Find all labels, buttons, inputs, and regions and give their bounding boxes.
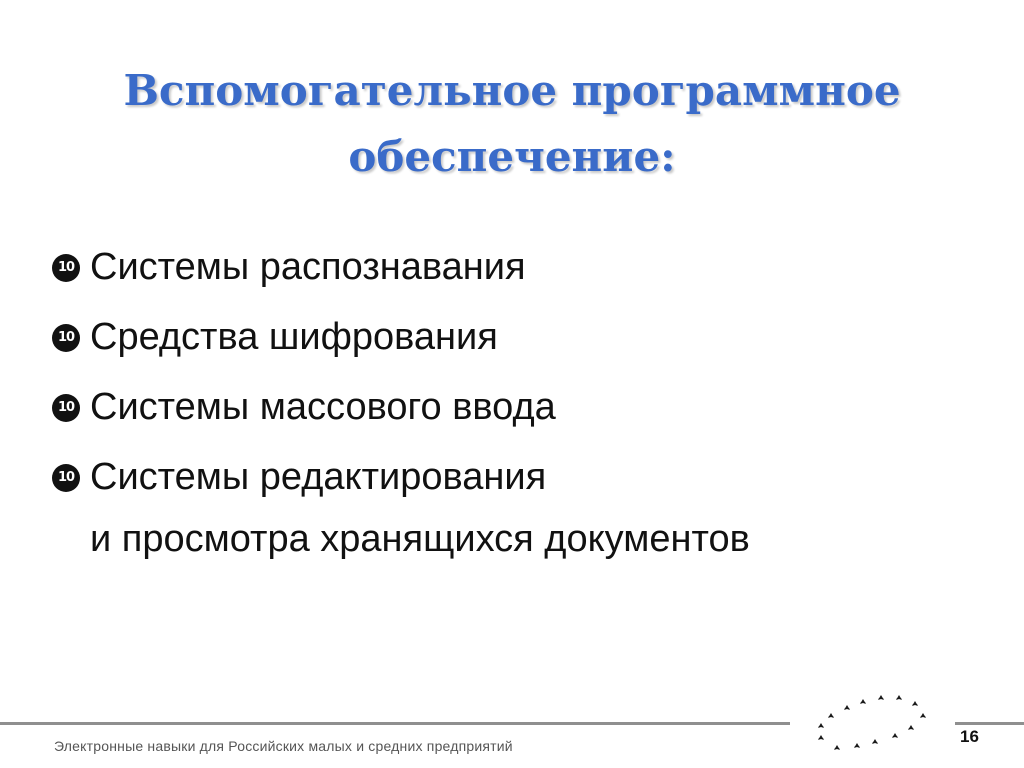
slide-title: Вспомогательное программное обеспечение: xyxy=(123,66,901,181)
bullet-text xyxy=(90,376,556,438)
numbered-circle-icon: 10 xyxy=(52,464,80,492)
bullet-text xyxy=(90,306,498,368)
numbered-circle-icon: 10 xyxy=(52,324,80,352)
bullet-list xyxy=(52,236,982,578)
bullet-line: и просмотра хранящихся документов xyxy=(90,518,750,560)
footer-divider-right xyxy=(955,722,1024,725)
bullet-line: Системы массового ввода xyxy=(90,386,556,428)
numbered-circle-icon: 10 xyxy=(52,254,80,282)
bullet-text xyxy=(90,446,750,570)
bullet-item xyxy=(52,306,982,368)
bullet-line: Системы редактирования xyxy=(90,456,547,498)
page-number: 16 xyxy=(960,727,979,746)
footer-divider xyxy=(0,722,790,725)
footer-caption: Электронные навыки для Российских малых и средних предприятий xyxy=(54,738,513,754)
eu-stars-icon xyxy=(800,692,940,754)
numbered-circle-icon: 10 xyxy=(52,394,80,422)
bullet-item xyxy=(52,376,982,438)
bullet-item xyxy=(52,236,982,298)
bullet-text xyxy=(90,236,526,298)
bullet-line: Системы распознавания xyxy=(90,246,526,288)
bullet-line: Средства шифрования xyxy=(90,316,498,358)
bullet-item xyxy=(52,446,982,570)
